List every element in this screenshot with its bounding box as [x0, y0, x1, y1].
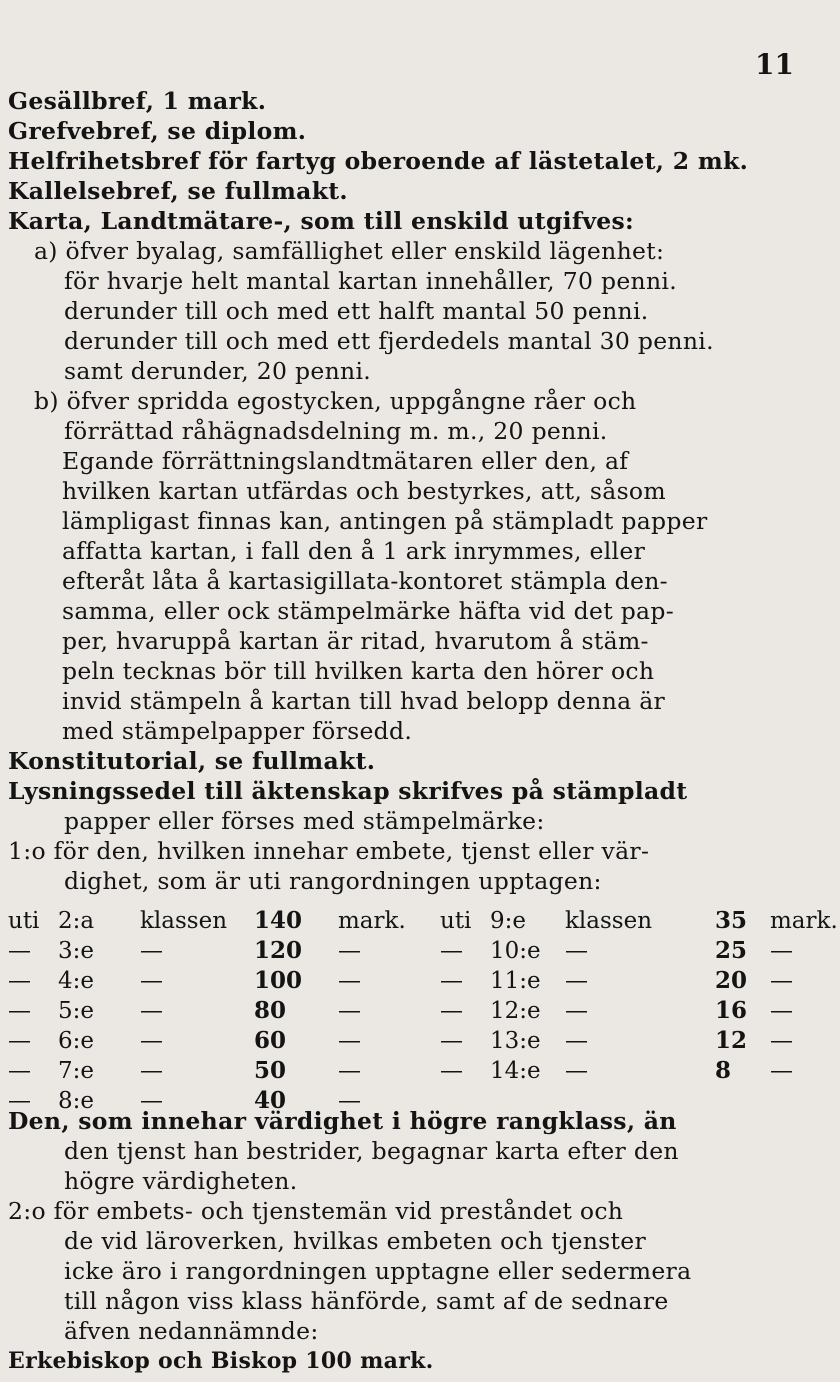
text-line: icke äro i rangordningen upptagne eller sedermera: [64, 1257, 692, 1285]
rank-table-left-klass: 5:e: [58, 998, 94, 1024]
rank-table-right-word: —: [565, 1028, 588, 1054]
rank-table-left-prefix: —: [8, 1088, 31, 1114]
text-line: Helfrihetsbref för fartyg oberoende af lästetalet, 2 mk.: [8, 147, 749, 175]
rank-table-left-amount: 100: [254, 967, 303, 994]
rank-table-left-klass: 8:e: [58, 1088, 94, 1114]
text-line: de vid läroverken, hvilkas embeten och tjenster: [64, 1227, 647, 1255]
text-line: affatta kartan, i fall den å 1 ark inrymmes, eller: [62, 537, 646, 565]
rank-table-left-prefix: —: [8, 1028, 31, 1054]
rank-table-left-amount: 50: [254, 1057, 287, 1084]
text-line: hvilken kartan utfärdas och bestyrkes, att, såsom: [62, 477, 666, 505]
rank-table-left-unit: —: [338, 998, 361, 1024]
rank-table-right-prefix: —: [440, 1058, 463, 1084]
rank-table-right-amount: 35: [715, 907, 748, 934]
rank-table-right-word: —: [565, 998, 588, 1024]
rank-table-right-klass: 14:e: [490, 1058, 541, 1084]
text-line: Grefvebref, se diplom.: [8, 117, 307, 145]
text-line: Kallelsebref, se fullmakt.: [8, 177, 348, 205]
rank-table-right-klass: 10:e: [490, 938, 541, 964]
text-line: 2:o för embets- och tjenstemän vid preståndet och: [8, 1197, 624, 1225]
rank-table-left-unit: —: [338, 938, 361, 964]
rank-table-right-amount: 12: [715, 1027, 748, 1054]
rank-table-right-unit: —: [770, 998, 793, 1024]
text-line: förrättad råhägnadsdelning m. m., 20 penni.: [64, 417, 608, 445]
rank-table-left-amount: 120: [254, 937, 303, 964]
text-line: Karta, Landtmätare-, som till enskild utgifves:: [8, 207, 635, 235]
rank-table-right-amount: 16: [715, 997, 748, 1024]
rank-table-left-unit: mark.: [338, 908, 406, 934]
text-line: Den, som innehar värdighet i högre rangklass, än: [8, 1107, 677, 1135]
rank-table-left-unit: —: [338, 1088, 361, 1114]
rank-table-left-amount: 80: [254, 997, 287, 1024]
rank-table-right-unit: —: [770, 1028, 793, 1054]
rank-table-right-unit: mark.: [770, 908, 838, 934]
rank-table-right-prefix: —: [440, 1028, 463, 1054]
rank-table-left-word: —: [140, 1088, 163, 1114]
rank-table-left-klass: 6:e: [58, 1028, 94, 1054]
text-line: med stämpelpapper försedd.: [62, 717, 413, 745]
rank-table-right-word: —: [565, 1058, 588, 1084]
text-line: papper eller förses med stämpelmärke:: [64, 807, 545, 835]
rank-table-left-prefix: —: [8, 998, 31, 1024]
rank-table-left-klass: 3:e: [58, 938, 94, 964]
text-line: 1:o för den, hvilken innehar embete, tjenst eller vär-: [8, 837, 650, 865]
rank-table-left-amount: 60: [254, 1027, 287, 1054]
text-line: högre värdigheten.: [64, 1167, 298, 1195]
text-line: samma, eller ock stämpelmärke häfta vid det pap-: [62, 597, 674, 625]
rank-table-right-prefix: —: [440, 998, 463, 1024]
rank-table-left-klass: 4:e: [58, 968, 94, 994]
text-line: Konstitutorial, se fullmakt.: [8, 747, 376, 775]
rank-table-left-word: —: [140, 938, 163, 964]
rank-table-left-amount: 140: [254, 907, 303, 934]
text-line: derunder till och med ett fjerdedels mantal 30 penni.: [64, 327, 714, 355]
rank-table-right-amount: 25: [715, 937, 748, 964]
rank-table-right-klass: 9:e: [490, 908, 526, 934]
rank-table-right-word: klassen: [565, 908, 653, 934]
rank-table-right-word: —: [565, 968, 588, 994]
text-line: a) öfver byalag, samfällighet eller enskild lägenhet:: [34, 237, 665, 265]
text-line: dighet, som är uti rangordningen upptagen:: [64, 867, 602, 895]
text-line: Gesällbref, 1 mark.: [8, 87, 267, 115]
rank-table-left-prefix: —: [8, 968, 31, 994]
rank-table-right-prefix: —: [440, 938, 463, 964]
rank-table-left-word: —: [140, 968, 163, 994]
rank-table-left-word: —: [140, 998, 163, 1024]
rank-table-right-unit: —: [770, 968, 793, 994]
text-line: till någon viss klass hänförde, samt af de sednare: [64, 1287, 669, 1315]
rank-table-left-word: —: [140, 1028, 163, 1054]
rank-table-left-klass: 7:e: [58, 1058, 94, 1084]
rank-table-right-klass: 13:e: [490, 1028, 541, 1054]
rank-table-left-prefix: uti: [8, 908, 40, 934]
rank-table-left-prefix: —: [8, 1058, 31, 1084]
page-number: 11: [755, 48, 794, 81]
rank-table-left-unit: —: [338, 1058, 361, 1084]
text-line: samt derunder, 20 penni.: [64, 357, 372, 385]
rank-table-right-amount: 20: [715, 967, 748, 994]
rank-table-right-klass: 12:e: [490, 998, 541, 1024]
rank-table-right-word: —: [565, 938, 588, 964]
rank-table-right-prefix: —: [440, 968, 463, 994]
rank-table-left-word: klassen: [140, 908, 228, 934]
rank-table-left-unit: —: [338, 1028, 361, 1054]
rank-table-right-prefix: uti: [440, 908, 472, 934]
rank-table-left-klass: 2:a: [58, 908, 95, 934]
rank-table-left-prefix: —: [8, 938, 31, 964]
rank-table-left-amount: 40: [254, 1087, 287, 1114]
text-line: för hvarje helt mantal kartan innehåller, 70 penni.: [64, 267, 678, 295]
text-line: invid stämpeln å kartan till hvad belopp denna är: [62, 687, 666, 715]
text-line: Egande förrättningslandtmätaren eller den, af: [62, 447, 629, 475]
text-line: lämpligast finnas kan, antingen på stämpladt papper: [62, 507, 708, 535]
text-line: b) öfver spridda egostycken, uppgångne råer och: [34, 387, 637, 415]
text-line: derunder till och med ett halft mantal 50 penni.: [64, 297, 649, 325]
text-line: Lysningssedel till äktenskap skrifves på stämpladt: [8, 777, 688, 805]
text-line: per, hvaruppå kartan är ritad, hvarutom å stäm-: [62, 627, 649, 655]
rank-table-left-unit: —: [338, 968, 361, 994]
text-line: peln tecknas bör till hvilken karta den hörer och: [62, 657, 655, 685]
rank-table-right-klass: 11:e: [490, 968, 541, 994]
text-line: efteråt låta å kartasigillata-kontoret stämpla den-: [62, 567, 668, 595]
rank-table-right-unit: —: [770, 1058, 793, 1084]
text-line: äfven nedannämnde:: [64, 1317, 319, 1345]
text-line: den tjenst han bestrider, begagnar karta efter den: [64, 1137, 679, 1165]
text-line: Erkebiskop och Biskop 100 mark.: [8, 1348, 434, 1374]
rank-table-left-word: —: [140, 1058, 163, 1084]
rank-table-right-amount: 8: [715, 1057, 732, 1084]
rank-table-right-unit: —: [770, 938, 793, 964]
